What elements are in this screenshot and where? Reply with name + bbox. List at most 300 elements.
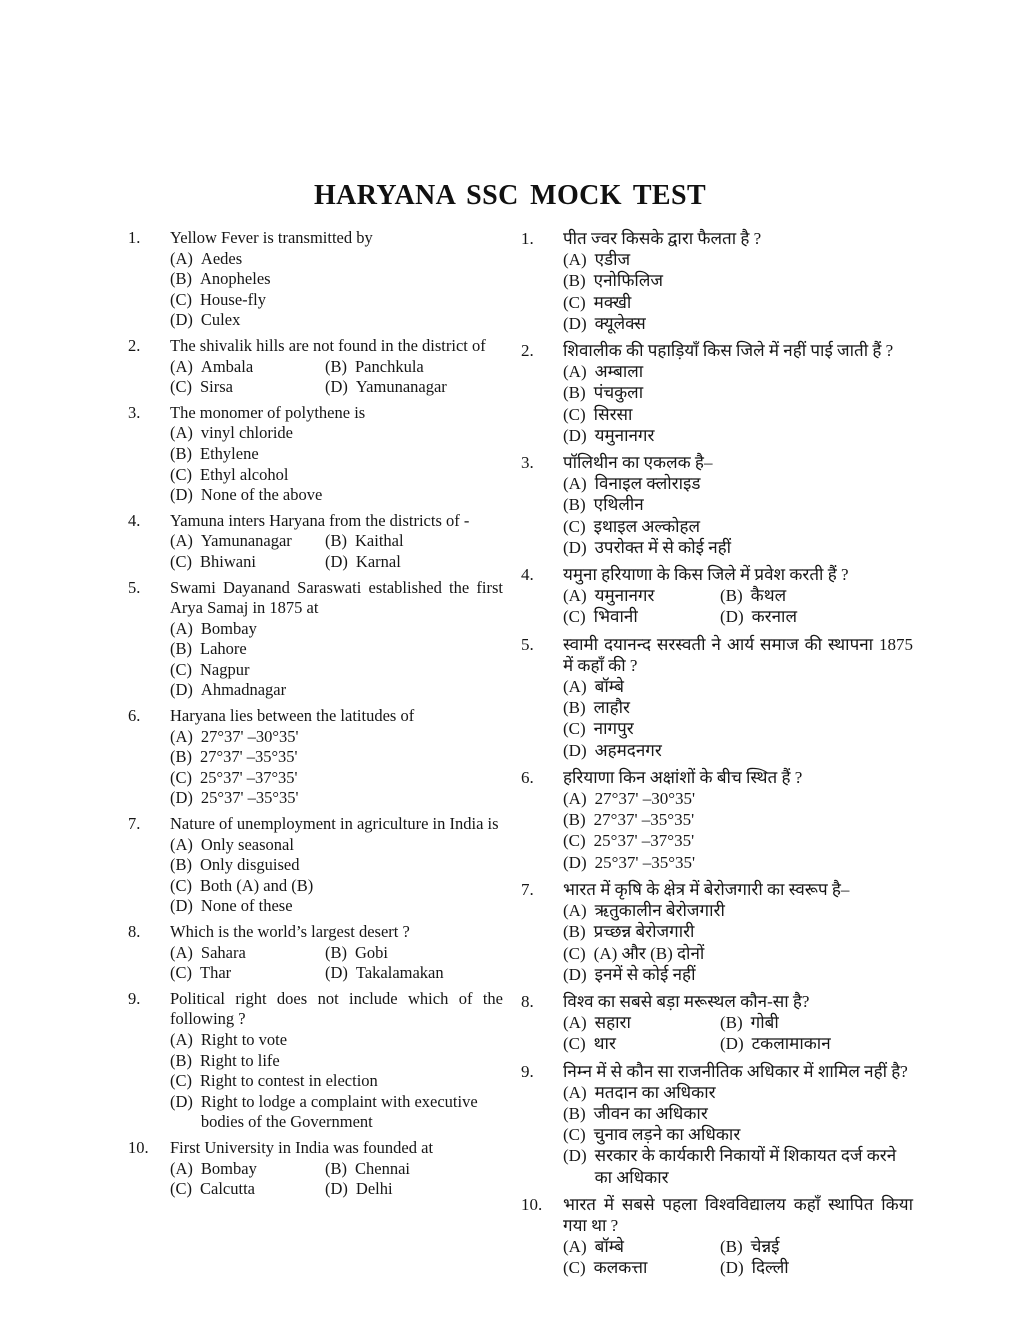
question-number: 6.: [521, 767, 534, 787]
option-text: 25°37' –35°35': [594, 852, 696, 872]
question-text: First University in India was founded at: [170, 1137, 434, 1157]
option-label: (C): [170, 875, 192, 895]
option-label: (C): [170, 1179, 192, 1199]
option-text: Sirsa: [200, 377, 233, 397]
option-d: [170, 310, 503, 331]
option-a: [563, 676, 913, 697]
options-list: [170, 1030, 503, 1133]
option-c: [563, 718, 913, 739]
question-text: The shivalik hills are not found in the district of: [170, 335, 486, 355]
option-text: Thar: [200, 963, 232, 983]
option-b: [720, 1012, 913, 1033]
option-text: Takalamakan: [355, 963, 444, 983]
option-label: (A): [563, 250, 587, 270]
option-b: [563, 382, 913, 403]
option-a: [563, 788, 913, 809]
option-a: [170, 531, 325, 552]
option-d: [720, 606, 913, 627]
option-label: (D): [720, 1258, 744, 1278]
option-text: None of the above: [200, 485, 323, 505]
option-c: [563, 830, 913, 851]
option-text: क्यूलेक्स: [594, 313, 646, 333]
option-label: (B): [170, 1050, 192, 1070]
question-text: यमुना हरियाणा के किस जिले में प्रवेश करती हैं ?: [563, 565, 849, 585]
question-text: हरियाणा किन अक्षांशों के बीच स्थित हैं ?: [563, 767, 803, 787]
option-text: Only seasonal: [200, 834, 294, 854]
option-label: (A): [170, 942, 193, 962]
options-list: [170, 1159, 503, 1200]
option-d: [170, 896, 503, 917]
option-label: (D): [563, 852, 587, 872]
question-text: शिवालीक की पहाड़ियाँ किस जिले में नहीं पाई जाती हैं ?: [563, 341, 894, 361]
question-body: [563, 767, 913, 873]
options-list: [563, 1082, 913, 1188]
option-text: (A) और (B) दोनों: [593, 943, 705, 963]
option-label: (C): [563, 943, 586, 963]
question-hindi-2: [521, 340, 913, 446]
options-list: [170, 619, 503, 701]
question-text: भारत में कृषि के क्षेत्र में बेरोजगारी का स्वरूप है–: [563, 879, 850, 899]
option-label: (D): [325, 1179, 348, 1199]
question-body: [563, 564, 913, 628]
option-text: Ahmadnagar: [200, 680, 287, 700]
option-label: (D): [170, 680, 193, 700]
question-body: [170, 578, 503, 702]
option-label: (B): [325, 942, 347, 962]
options-list: [563, 788, 913, 873]
option-text: 27°37' –30°35': [594, 789, 696, 809]
option-d: [563, 313, 913, 334]
option-c: [170, 876, 503, 897]
option-label: (B): [720, 1237, 743, 1257]
option-text: Gobi: [355, 942, 388, 962]
options-list: [563, 585, 913, 627]
question-english-10: [128, 1138, 503, 1200]
question-body: [563, 452, 913, 558]
question-text: स्वामी दयानन्द सरस्वती ने आर्य समाज की स्थापना 1875 में कहाँ की ?: [563, 634, 913, 675]
option-text: Ethyl alcohol: [200, 464, 289, 484]
option-b: [325, 357, 503, 378]
option-text: बॉम्बे: [594, 1237, 624, 1257]
question-number: 8.: [521, 991, 534, 1011]
option-d: [170, 485, 503, 506]
option-label: (B): [563, 810, 586, 830]
option-a: [170, 357, 325, 378]
option-text: दिल्ली: [751, 1258, 789, 1278]
option-c: [170, 1179, 325, 1200]
option-label: (C): [170, 659, 192, 679]
options-list: [170, 727, 503, 809]
option-text: टकलामाकान: [751, 1034, 831, 1054]
option-b: [563, 809, 913, 830]
option-label: (A): [170, 248, 193, 268]
hindi-column: [521, 228, 913, 1285]
question-hindi-7: [521, 879, 913, 985]
option-d: [170, 680, 503, 701]
option-c: [170, 660, 503, 681]
option-c: [563, 1033, 720, 1054]
question-body: [170, 403, 503, 506]
option-b: [720, 585, 913, 606]
option-text: मतदान का अधिकार: [594, 1082, 716, 1102]
question-hindi-8: [521, 991, 913, 1055]
option-c: [563, 1124, 913, 1145]
option-c: [170, 290, 503, 311]
option-text: करनाल: [751, 607, 797, 627]
options-list: [563, 361, 913, 446]
option-a: [563, 249, 913, 270]
question-text: पीत ज्वर किसके द्वारा फैलता है ?: [563, 229, 762, 248]
option-text: बॉम्बे: [594, 677, 624, 697]
question-number: 10.: [521, 1194, 543, 1214]
option-label: (D): [325, 377, 348, 397]
option-label: (D): [170, 485, 193, 505]
option-label: (B): [563, 698, 586, 718]
question-english-5: [128, 578, 503, 702]
question-body: [170, 511, 503, 573]
options-list: [563, 676, 913, 761]
option-text: 25°37' –37°35': [200, 767, 298, 787]
option-text: Yamunanagar: [355, 377, 447, 397]
option-a: [170, 249, 503, 270]
option-label: (B): [563, 922, 586, 942]
option-b: [325, 943, 503, 964]
question-text: Yellow Fever is transmitted by: [170, 228, 373, 247]
options-list: [563, 1012, 913, 1054]
option-d: [720, 1257, 913, 1278]
option-a: [170, 1159, 325, 1180]
option-c: [170, 1071, 503, 1092]
option-text: 25°37' –35°35': [200, 788, 299, 808]
option-d: [563, 964, 913, 985]
option-a: [563, 361, 913, 382]
question-number: 10.: [128, 1137, 149, 1157]
option-text: Yamunanagar: [200, 531, 292, 551]
question-english-3: [128, 403, 503, 506]
option-label: (B): [563, 271, 586, 291]
option-label: (B): [563, 1103, 586, 1123]
option-text: लाहौर: [593, 698, 630, 718]
page-title: HARYANA SSC MOCK TEST: [313, 180, 707, 211]
option-text: 27°37' –35°35': [593, 810, 695, 830]
option-a: [563, 900, 913, 921]
option-text: Only disguised: [200, 855, 300, 875]
option-c: [563, 1257, 720, 1278]
question-number: 6.: [128, 706, 141, 726]
question-body: [170, 228, 503, 331]
option-text: Ethylene: [200, 443, 259, 463]
option-text: Right to life: [200, 1050, 280, 1070]
option-a: [563, 1012, 720, 1033]
question-body: [170, 814, 503, 917]
question-body: [170, 706, 503, 809]
option-label: (D): [563, 740, 587, 760]
option-label: (B): [325, 1158, 347, 1178]
option-label: (D): [170, 788, 193, 808]
option-text: Culex: [200, 310, 241, 330]
question-body: [563, 991, 913, 1055]
option-text: मक्खी: [593, 292, 632, 312]
option-text: एडीज: [594, 250, 631, 270]
option-a: [170, 727, 503, 748]
questions-area: [128, 228, 913, 1285]
question-hindi-3: [521, 452, 913, 558]
option-label: (C): [563, 1034, 586, 1054]
option-text: चुनाव लड़ने का अधिकार: [593, 1125, 741, 1145]
option-d: [325, 963, 503, 984]
question-number: 7.: [521, 879, 534, 899]
question-text: विश्व का सबसे बड़ा मरूस्थल कौन-सा है?: [563, 991, 810, 1011]
question-text: Which is the world’s largest desert ?: [170, 922, 410, 941]
option-text: vinyl chloride: [200, 423, 294, 443]
option-label: (B): [325, 356, 347, 376]
option-b: [563, 270, 913, 291]
option-label: (B): [325, 531, 347, 551]
english-column: [128, 228, 503, 1205]
option-text: सिरसा: [593, 404, 633, 424]
option-b: [170, 855, 503, 876]
option-label: (C): [563, 607, 586, 627]
option-text: जीवन का अधिकार: [593, 1103, 708, 1123]
option-text: Kaithal: [355, 531, 404, 551]
option-text: Aedes: [200, 248, 243, 268]
option-label: (D): [170, 310, 193, 330]
option-text: Anopheles: [200, 269, 271, 289]
question-english-6: [128, 706, 503, 809]
question-number: 2.: [128, 335, 141, 355]
question-text: निम्न में से कौन सा राजनीतिक अधिकार में शामिल नहीं है?: [563, 1061, 908, 1081]
option-label: (C): [563, 831, 586, 851]
option-text: None of these: [200, 896, 293, 916]
option-label: (C): [170, 767, 192, 787]
option-label: (B): [170, 443, 192, 463]
option-text: यमुनानगर: [594, 586, 655, 606]
options-list: [563, 900, 913, 985]
options-list: [170, 357, 503, 398]
options-list: [170, 423, 503, 505]
option-c: [170, 768, 503, 789]
option-label: (B): [563, 383, 586, 403]
question-text: Swami Dayanand Saraswati established the first Arya Samaj in 1875 at: [170, 577, 503, 618]
option-d: [563, 537, 913, 558]
options-list: [563, 1236, 913, 1278]
option-label: (D): [170, 1091, 193, 1111]
option-a: [170, 423, 503, 444]
option-b: [170, 269, 503, 290]
option-label: (B): [720, 1013, 743, 1033]
option-d: [325, 1179, 503, 1200]
option-d: [563, 1145, 913, 1187]
question-english-2: [128, 336, 503, 398]
question-text: भारत में सबसे पहला विश्वविद्यालय कहाँ स्थापित किया गया था ?: [563, 1194, 913, 1235]
question-english-7: [128, 814, 503, 917]
option-label: (A): [170, 1158, 193, 1178]
option-a: [563, 585, 720, 606]
option-label: (A): [563, 1013, 587, 1033]
question-text: Political right does not include which of the following ?: [170, 988, 503, 1029]
option-text: गोबी: [750, 1013, 779, 1033]
option-label: (C): [170, 1071, 192, 1091]
option-c: [170, 377, 325, 398]
option-label: (A): [563, 1237, 587, 1257]
option-c: [170, 963, 325, 984]
option-label: (C): [563, 1125, 586, 1145]
option-d: [170, 1092, 503, 1133]
option-c: [563, 292, 913, 313]
option-label: (D): [563, 313, 587, 333]
question-number: 9.: [521, 1061, 534, 1081]
option-label: (A): [170, 618, 193, 638]
option-c: [563, 516, 913, 537]
question-number: 1.: [128, 228, 141, 247]
question-body: [563, 228, 913, 334]
option-label: (B): [170, 855, 192, 875]
option-label: (C): [170, 464, 192, 484]
option-text: Panchkula: [355, 356, 424, 376]
option-label: (A): [563, 362, 587, 382]
option-text: यमुनानगर: [594, 425, 655, 445]
option-label: (A): [170, 1029, 193, 1049]
option-text: चेन्नई: [750, 1237, 780, 1257]
option-label: (B): [170, 639, 192, 659]
option-text: प्रच्छन्न बेरोजगारी: [593, 922, 695, 942]
option-a: [563, 1082, 913, 1103]
option-label: (C): [170, 289, 192, 309]
option-text: Lahore: [200, 639, 247, 659]
option-text: Nagpur: [200, 659, 250, 679]
option-text: कलकत्ता: [593, 1258, 648, 1278]
option-label: (D): [325, 551, 348, 571]
option-text: ऋतुकालीन बेरोजगारी: [594, 901, 725, 921]
option-text: Bhiwani: [200, 551, 256, 571]
option-text: विनाइल क्लोराइड: [594, 474, 701, 494]
question-number: 3.: [128, 402, 141, 422]
option-text: 27°37' –35°35': [200, 747, 298, 767]
option-b: [325, 1159, 503, 1180]
question-number: 9.: [128, 988, 141, 1008]
option-text: Right to contest in election: [200, 1071, 378, 1091]
question-body: [170, 1138, 503, 1200]
option-text: नागपुर: [593, 719, 634, 739]
option-label: (A): [170, 423, 193, 443]
question-text: Yamuna inters Haryana from the districts of -: [170, 510, 470, 530]
question-english-4: [128, 511, 503, 573]
option-a: [170, 619, 503, 640]
option-text: कैथल: [750, 586, 787, 606]
option-text: उपरोक्त में से कोई नहीं: [594, 537, 732, 557]
question-text: The monomer of polythene is: [170, 402, 366, 422]
option-text: Calcutta: [200, 1179, 255, 1199]
option-b: [563, 494, 913, 515]
option-label: (D): [563, 537, 587, 557]
option-label: (B): [170, 747, 192, 767]
question-hindi-6: [521, 767, 913, 873]
option-b: [170, 639, 503, 660]
option-d: [563, 852, 913, 873]
question-text: Haryana lies between the latitudes of: [170, 706, 415, 726]
option-label: (C): [563, 404, 586, 424]
question-number: 2.: [521, 341, 534, 361]
question-number: 4.: [128, 510, 141, 530]
option-text: Ambala: [200, 356, 254, 376]
option-label: (A): [563, 474, 587, 494]
option-label: (D): [720, 607, 744, 627]
option-text: Chennai: [355, 1158, 410, 1178]
option-label: (A): [170, 356, 193, 376]
option-text: सहारा: [594, 1013, 631, 1033]
question-number: 7.: [128, 814, 141, 834]
option-label: (B): [170, 269, 192, 289]
question-body: [563, 634, 913, 761]
question-english-8: [128, 922, 503, 984]
question-body: [563, 1061, 913, 1188]
option-label: (C): [170, 377, 192, 397]
option-text: 25°37' –37°35': [593, 831, 695, 851]
options-list: [170, 943, 503, 984]
option-label: (D): [563, 425, 587, 445]
option-text: थार: [593, 1034, 616, 1054]
option-d: [170, 788, 503, 809]
option-text: Right to lodge a complaint with executive bodies of the Government: [200, 1091, 478, 1132]
question-hindi-10: [521, 1194, 913, 1279]
question-hindi-1: [521, 228, 913, 334]
question-english-9: [128, 989, 503, 1133]
option-label: (A): [170, 531, 193, 551]
option-c: [563, 404, 913, 425]
option-label: (A): [563, 901, 587, 921]
option-d: [563, 740, 913, 761]
question-number: 5.: [128, 577, 141, 597]
option-text: एनोफिलिज: [593, 271, 663, 291]
question-body: [170, 922, 503, 984]
option-text: Both (A) and (B): [200, 875, 314, 895]
option-label: (D): [563, 964, 587, 984]
options-list: [563, 473, 913, 558]
option-c: [170, 552, 325, 573]
option-b: [170, 444, 503, 465]
option-d: [325, 377, 503, 398]
option-label: (A): [170, 834, 193, 854]
option-text: इथाइल अल्कोहल: [593, 516, 701, 536]
option-text: सरकार के कार्यकारी निकायों में शिकायत दर्ज करने का अधिकार: [594, 1146, 897, 1187]
question-body: [563, 879, 913, 985]
option-label: (C): [563, 719, 586, 739]
option-label: (B): [563, 495, 586, 515]
option-text: अहमदनगर: [594, 740, 662, 760]
question-number: 8.: [128, 922, 141, 941]
question-english-1: [128, 228, 503, 331]
question-body: [170, 989, 503, 1133]
option-text: एथिलीन: [593, 495, 644, 515]
option-label: (D): [563, 1146, 587, 1166]
option-d: [325, 552, 503, 573]
option-text: Right to vote: [200, 1029, 288, 1049]
options-list: [170, 531, 503, 572]
question-body: [563, 340, 913, 446]
option-label: (C): [563, 516, 586, 536]
option-a: [170, 1030, 503, 1051]
option-c: [170, 465, 503, 486]
option-label: (C): [563, 292, 586, 312]
option-label: (D): [720, 1034, 744, 1054]
option-text: Karnal: [355, 551, 401, 571]
option-text: Bombay: [200, 618, 257, 638]
question-body: [170, 336, 503, 398]
option-a: [170, 835, 503, 856]
option-b: [325, 531, 503, 552]
question-number: 5.: [521, 634, 534, 654]
option-label: (A): [563, 1082, 587, 1102]
